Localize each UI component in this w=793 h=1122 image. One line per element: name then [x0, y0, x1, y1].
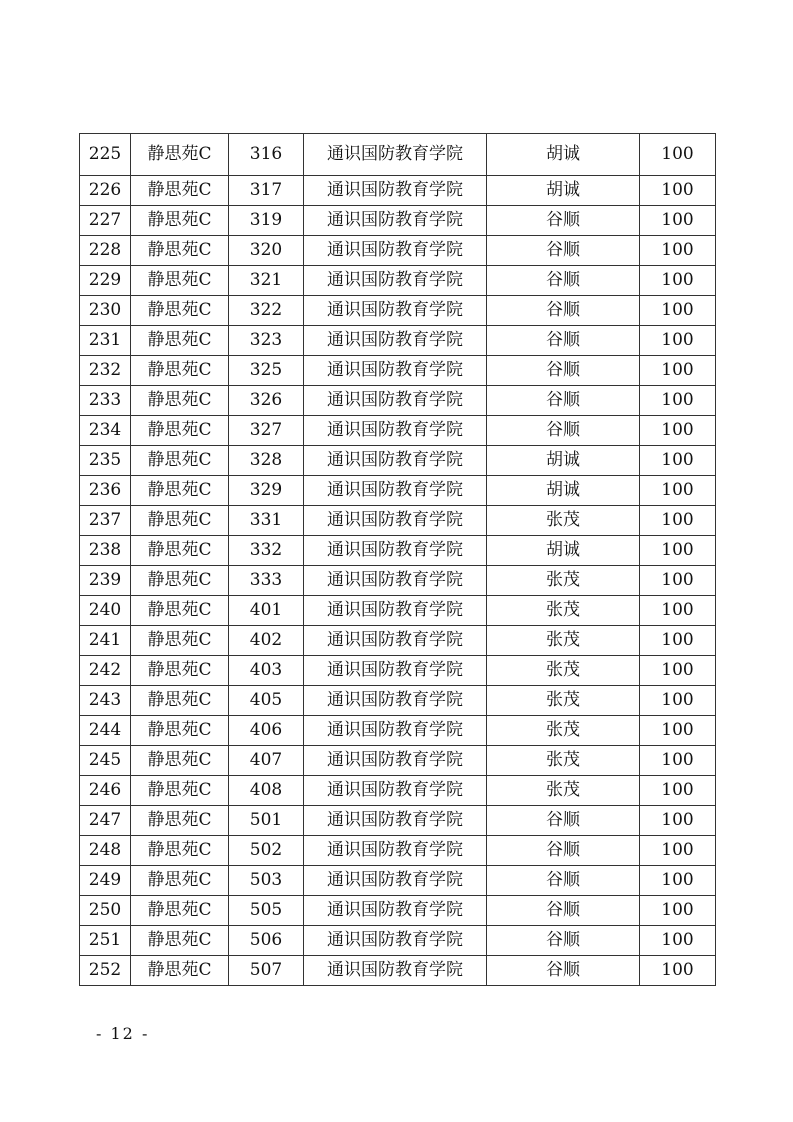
cell-college: 通识国防教育学院	[304, 866, 487, 896]
cell-room: 505	[229, 896, 304, 926]
cell-building: 静思苑C	[131, 716, 229, 746]
cell-person: 谷顺	[487, 896, 640, 926]
cell-college: 通识国防教育学院	[304, 896, 487, 926]
table-row	[80, 416, 716, 446]
table-row	[80, 866, 716, 896]
cell-college: 通识国防教育学院	[304, 176, 487, 206]
cell-number: 245	[80, 746, 131, 776]
cell-building: 静思苑C	[131, 206, 229, 236]
cell-number: 234	[80, 416, 131, 446]
table-row	[80, 356, 716, 386]
cell-number: 252	[80, 956, 131, 986]
cell-room: 408	[229, 776, 304, 806]
cell-score: 100	[640, 506, 716, 536]
cell-score: 100	[640, 386, 716, 416]
cell-room: 403	[229, 656, 304, 686]
cell-person: 谷顺	[487, 356, 640, 386]
table-row	[80, 926, 716, 956]
cell-building: 静思苑C	[131, 776, 229, 806]
cell-college: 通识国防教育学院	[304, 326, 487, 356]
cell-college: 通识国防教育学院	[304, 134, 487, 176]
cell-score: 100	[640, 536, 716, 566]
cell-room: 405	[229, 686, 304, 716]
table-row	[80, 326, 716, 356]
cell-number: 230	[80, 296, 131, 326]
table-row	[80, 266, 716, 296]
cell-score: 100	[640, 236, 716, 266]
cell-room: 323	[229, 326, 304, 356]
cell-person: 谷顺	[487, 416, 640, 446]
cell-person: 谷顺	[487, 206, 640, 236]
cell-room: 502	[229, 836, 304, 866]
cell-score: 100	[640, 836, 716, 866]
cell-person: 胡诚	[487, 176, 640, 206]
cell-room: 327	[229, 416, 304, 446]
cell-building: 静思苑C	[131, 134, 229, 176]
cell-person: 谷顺	[487, 806, 640, 836]
cell-score: 100	[640, 956, 716, 986]
table-row	[80, 296, 716, 326]
table-row	[80, 956, 716, 986]
cell-college: 通识国防教育学院	[304, 626, 487, 656]
cell-number: 238	[80, 536, 131, 566]
cell-person: 张茂	[487, 566, 640, 596]
cell-number: 229	[80, 266, 131, 296]
cell-building: 静思苑C	[131, 926, 229, 956]
cell-number: 225	[80, 134, 131, 176]
cell-building: 静思苑C	[131, 266, 229, 296]
cell-number: 248	[80, 836, 131, 866]
cell-room: 322	[229, 296, 304, 326]
cell-college: 通识国防教育学院	[304, 836, 487, 866]
cell-number: 233	[80, 386, 131, 416]
table-row	[80, 506, 716, 536]
table-row	[80, 746, 716, 776]
cell-building: 静思苑C	[131, 866, 229, 896]
cell-building: 静思苑C	[131, 506, 229, 536]
cell-score: 100	[640, 866, 716, 896]
table-row	[80, 176, 716, 206]
cell-college: 通识国防教育学院	[304, 356, 487, 386]
cell-score: 100	[640, 476, 716, 506]
cell-number: 251	[80, 926, 131, 956]
cell-room: 319	[229, 206, 304, 236]
cell-number: 228	[80, 236, 131, 266]
cell-college: 通识国防教育学院	[304, 566, 487, 596]
page-number: - 12 -	[96, 1024, 150, 1043]
table-row	[80, 896, 716, 926]
cell-building: 静思苑C	[131, 476, 229, 506]
cell-room: 402	[229, 626, 304, 656]
cell-number: 247	[80, 806, 131, 836]
table-row	[80, 596, 716, 626]
cell-building: 静思苑C	[131, 416, 229, 446]
cell-building: 静思苑C	[131, 836, 229, 866]
cell-college: 通识国防教育学院	[304, 776, 487, 806]
cell-person: 谷顺	[487, 956, 640, 986]
cell-building: 静思苑C	[131, 746, 229, 776]
cell-score: 100	[640, 596, 716, 626]
cell-number: 249	[80, 866, 131, 896]
cell-person: 张茂	[487, 506, 640, 536]
cell-score: 100	[640, 566, 716, 596]
cell-building: 静思苑C	[131, 356, 229, 386]
cell-building: 静思苑C	[131, 596, 229, 626]
table-row	[80, 806, 716, 836]
cell-number: 243	[80, 686, 131, 716]
cell-building: 静思苑C	[131, 326, 229, 356]
cell-score: 100	[640, 806, 716, 836]
cell-college: 通识国防教育学院	[304, 686, 487, 716]
cell-number: 237	[80, 506, 131, 536]
cell-building: 静思苑C	[131, 446, 229, 476]
cell-person: 张茂	[487, 746, 640, 776]
cell-college: 通识国防教育学院	[304, 656, 487, 686]
cell-score: 100	[640, 656, 716, 686]
table-row	[80, 836, 716, 866]
cell-building: 静思苑C	[131, 296, 229, 326]
cell-person: 胡诚	[487, 536, 640, 566]
cell-building: 静思苑C	[131, 686, 229, 716]
cell-college: 通识国防教育学院	[304, 296, 487, 326]
cell-room: 506	[229, 926, 304, 956]
cell-person: 张茂	[487, 686, 640, 716]
table-row	[80, 386, 716, 416]
cell-college: 通识国防教育学院	[304, 386, 487, 416]
cell-room: 401	[229, 596, 304, 626]
cell-room: 320	[229, 236, 304, 266]
dormitory-table	[79, 133, 716, 986]
cell-college: 通识国防教育学院	[304, 956, 487, 986]
cell-score: 100	[640, 134, 716, 176]
cell-number: 250	[80, 896, 131, 926]
cell-person: 张茂	[487, 626, 640, 656]
cell-number: 235	[80, 446, 131, 476]
cell-college: 通识国防教育学院	[304, 446, 487, 476]
cell-person: 胡诚	[487, 446, 640, 476]
cell-number: 244	[80, 716, 131, 746]
table-row	[80, 536, 716, 566]
cell-room: 316	[229, 134, 304, 176]
cell-score: 100	[640, 326, 716, 356]
table-row	[80, 776, 716, 806]
cell-score: 100	[640, 686, 716, 716]
cell-room: 503	[229, 866, 304, 896]
cell-room: 407	[229, 746, 304, 776]
cell-college: 通识国防教育学院	[304, 596, 487, 626]
cell-person: 谷顺	[487, 926, 640, 956]
cell-college: 通识国防教育学院	[304, 206, 487, 236]
cell-college: 通识国防教育学院	[304, 416, 487, 446]
cell-score: 100	[640, 746, 716, 776]
cell-room: 321	[229, 266, 304, 296]
cell-score: 100	[640, 926, 716, 956]
table-row	[80, 446, 716, 476]
cell-college: 通识国防教育学院	[304, 506, 487, 536]
cell-building: 静思苑C	[131, 566, 229, 596]
table-row	[80, 236, 716, 266]
cell-person: 张茂	[487, 656, 640, 686]
cell-score: 100	[640, 626, 716, 656]
cell-person: 胡诚	[487, 134, 640, 176]
cell-building: 静思苑C	[131, 626, 229, 656]
cell-room: 332	[229, 536, 304, 566]
cell-room: 328	[229, 446, 304, 476]
cell-room: 507	[229, 956, 304, 986]
cell-person: 谷顺	[487, 386, 640, 416]
cell-person: 谷顺	[487, 236, 640, 266]
cell-college: 通识国防教育学院	[304, 476, 487, 506]
cell-score: 100	[640, 356, 716, 386]
cell-room: 501	[229, 806, 304, 836]
cell-score: 100	[640, 776, 716, 806]
cell-college: 通识国防教育学院	[304, 746, 487, 776]
cell-building: 静思苑C	[131, 956, 229, 986]
cell-score: 100	[640, 266, 716, 296]
table-row	[80, 206, 716, 236]
cell-number: 236	[80, 476, 131, 506]
cell-college: 通识国防教育学院	[304, 716, 487, 746]
cell-building: 静思苑C	[131, 236, 229, 266]
table-row	[80, 476, 716, 506]
cell-room: 406	[229, 716, 304, 746]
cell-college: 通识国防教育学院	[304, 806, 487, 836]
cell-person: 谷顺	[487, 326, 640, 356]
cell-building: 静思苑C	[131, 386, 229, 416]
cell-person: 张茂	[487, 776, 640, 806]
cell-number: 242	[80, 656, 131, 686]
cell-score: 100	[640, 416, 716, 446]
cell-building: 静思苑C	[131, 656, 229, 686]
cell-number: 232	[80, 356, 131, 386]
cell-building: 静思苑C	[131, 536, 229, 566]
cell-person: 张茂	[487, 716, 640, 746]
cell-score: 100	[640, 206, 716, 236]
cell-building: 静思苑C	[131, 806, 229, 836]
cell-college: 通识国防教育学院	[304, 926, 487, 956]
cell-room: 326	[229, 386, 304, 416]
cell-room: 329	[229, 476, 304, 506]
cell-building: 静思苑C	[131, 896, 229, 926]
table-row	[80, 626, 716, 656]
cell-person: 谷顺	[487, 266, 640, 296]
table-row	[80, 134, 716, 176]
cell-college: 通识国防教育学院	[304, 236, 487, 266]
cell-room: 331	[229, 506, 304, 536]
cell-score: 100	[640, 176, 716, 206]
cell-number: 226	[80, 176, 131, 206]
cell-number: 246	[80, 776, 131, 806]
cell-score: 100	[640, 296, 716, 326]
cell-number: 241	[80, 626, 131, 656]
cell-number: 239	[80, 566, 131, 596]
table-body	[80, 134, 716, 986]
cell-number: 227	[80, 206, 131, 236]
cell-room: 333	[229, 566, 304, 596]
cell-person: 谷顺	[487, 296, 640, 326]
cell-building: 静思苑C	[131, 176, 229, 206]
cell-college: 通识国防教育学院	[304, 266, 487, 296]
cell-score: 100	[640, 446, 716, 476]
cell-person: 胡诚	[487, 476, 640, 506]
cell-room: 325	[229, 356, 304, 386]
table-row	[80, 686, 716, 716]
cell-person: 谷顺	[487, 836, 640, 866]
table-row	[80, 566, 716, 596]
table-row	[80, 656, 716, 686]
cell-score: 100	[640, 896, 716, 926]
cell-score: 100	[640, 716, 716, 746]
cell-college: 通识国防教育学院	[304, 536, 487, 566]
cell-room: 317	[229, 176, 304, 206]
cell-person: 谷顺	[487, 866, 640, 896]
cell-number: 240	[80, 596, 131, 626]
cell-person: 张茂	[487, 596, 640, 626]
cell-number: 231	[80, 326, 131, 356]
table-row	[80, 716, 716, 746]
